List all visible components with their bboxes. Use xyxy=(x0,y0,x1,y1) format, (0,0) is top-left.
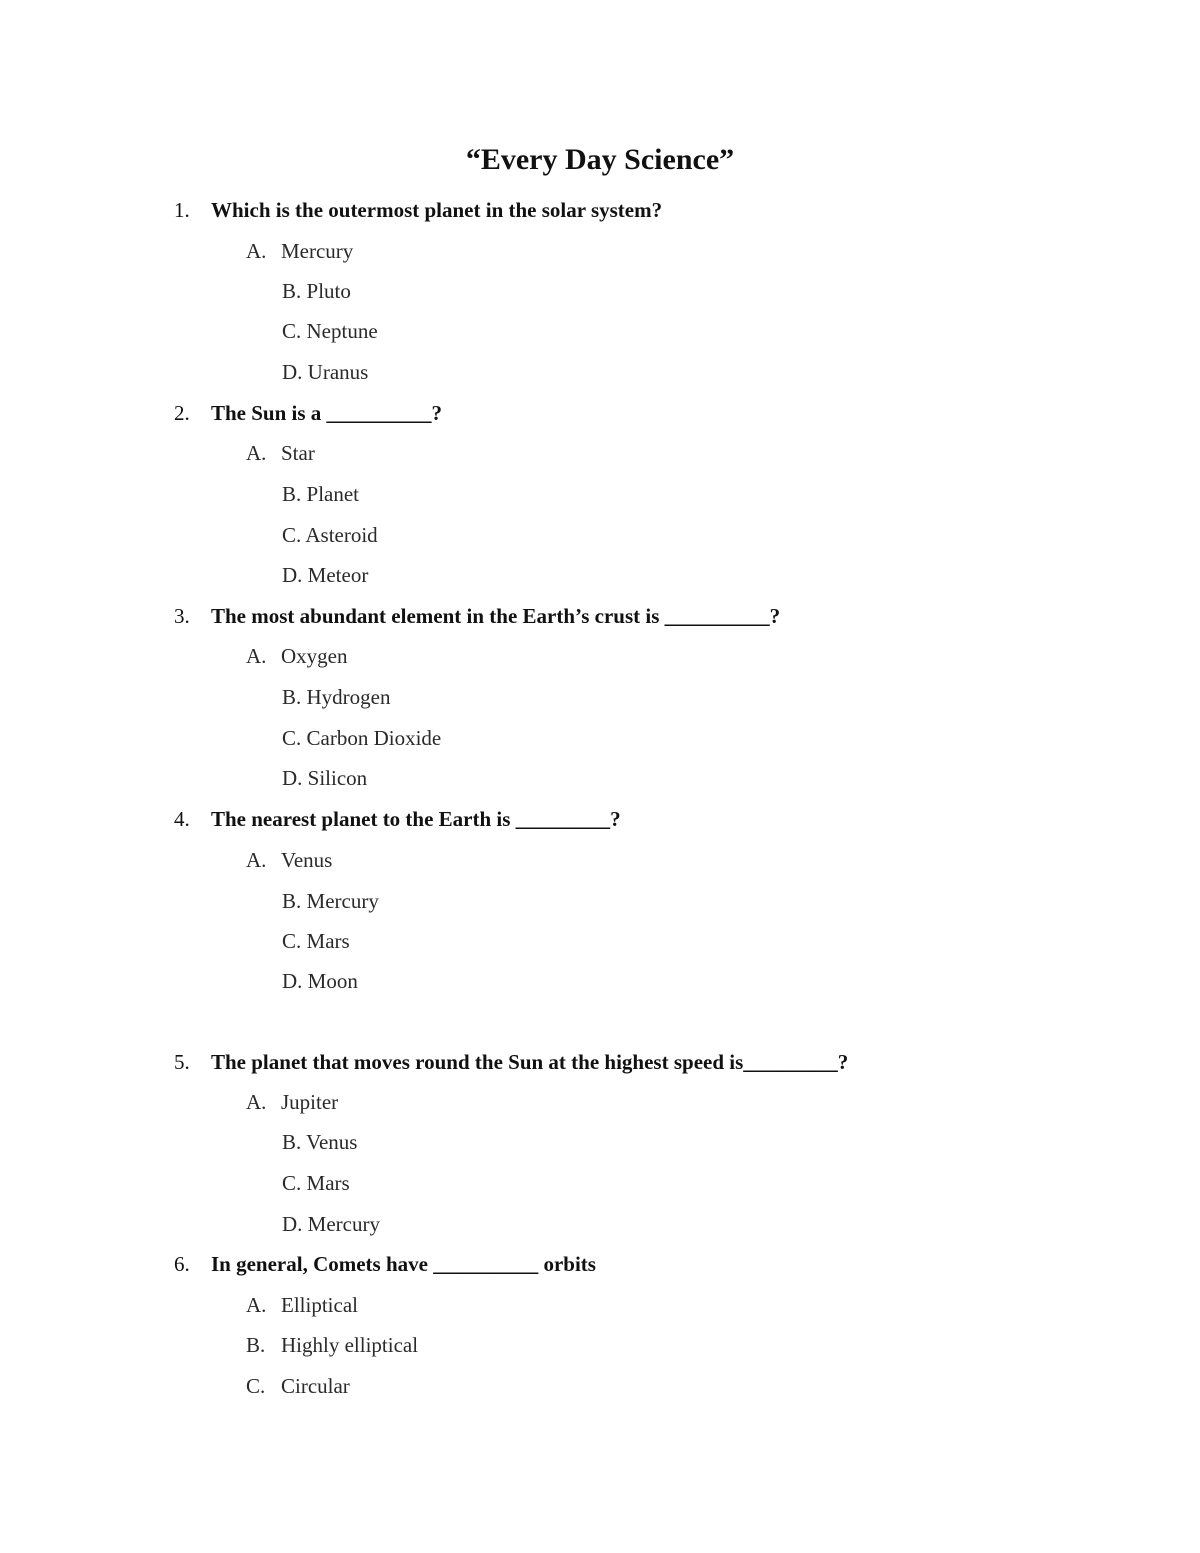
q4-option-a xyxy=(246,845,332,875)
option-letter: B. xyxy=(282,1130,302,1154)
option-letter: B. xyxy=(282,889,302,913)
question-6 xyxy=(174,1249,596,1279)
option-letter: B. xyxy=(282,482,302,506)
option-text: Meteor xyxy=(307,563,369,587)
option-text: Jupiter xyxy=(281,1090,339,1114)
option-letter: D. xyxy=(282,360,303,384)
option-letter: A. xyxy=(246,1293,267,1317)
option-text: Mars xyxy=(306,1171,350,1195)
option-letter: D. xyxy=(282,969,303,993)
q2-option-c xyxy=(282,520,378,550)
question-2 xyxy=(174,398,442,428)
q2-option-d xyxy=(282,560,368,590)
q5-option-a xyxy=(246,1087,338,1117)
q3-option-d xyxy=(282,763,367,793)
option-letter: D. xyxy=(282,563,303,587)
q5-option-c xyxy=(282,1168,350,1198)
option-text: Mars xyxy=(306,929,350,953)
option-text: Neptune xyxy=(306,319,378,343)
question-number: 2. xyxy=(174,401,190,425)
q2-option-b xyxy=(282,479,359,509)
option-letter: A. xyxy=(246,239,267,263)
option-letter: C. xyxy=(282,319,302,343)
option-letter: D. xyxy=(282,1212,303,1236)
question-5 xyxy=(174,1047,848,1077)
option-letter: B. xyxy=(246,1333,266,1357)
page-title: “Every Day Science” xyxy=(465,143,735,176)
question-text: The nearest planet to the Earth is _________? xyxy=(211,807,621,831)
question-number: 3. xyxy=(174,604,190,628)
q6-option-c xyxy=(246,1371,350,1401)
option-text: Circular xyxy=(281,1374,350,1398)
q3-option-a xyxy=(246,641,348,671)
question-text: In general, Comets have __________ orbits xyxy=(211,1252,596,1276)
option-text: Pluto xyxy=(306,279,351,303)
question-text: The most abundant element in the Earth’s crust is __________? xyxy=(211,604,781,628)
q4-option-d xyxy=(282,966,358,996)
option-text: Venus xyxy=(306,1130,358,1154)
option-text: Uranus xyxy=(307,360,369,384)
question-number: 6. xyxy=(174,1252,190,1276)
q1-option-b xyxy=(282,276,351,306)
q3-option-c xyxy=(282,723,441,753)
option-letter: C. xyxy=(246,1374,266,1398)
option-letter: A. xyxy=(246,1090,267,1114)
question-text: Which is the outermost planet in the solar system? xyxy=(211,198,663,222)
q1-option-a xyxy=(246,236,353,266)
option-text: Venus xyxy=(281,848,333,872)
q6-option-a xyxy=(246,1290,358,1320)
q1-option-d xyxy=(282,357,368,387)
option-text: Mercury xyxy=(306,889,379,913)
option-letter: A. xyxy=(246,848,267,872)
option-text: Star xyxy=(281,441,315,465)
option-letter: A. xyxy=(246,441,267,465)
option-text: Hydrogen xyxy=(306,685,391,709)
option-text: Moon xyxy=(307,969,358,993)
option-text: Asteroid xyxy=(305,523,378,547)
option-text: Oxygen xyxy=(281,644,348,668)
option-letter: C. xyxy=(282,726,302,750)
option-letter: D. xyxy=(282,766,303,790)
option-letter: A. xyxy=(246,644,267,668)
option-text: Planet xyxy=(306,482,360,506)
q4-option-c xyxy=(282,926,350,956)
q4-option-b xyxy=(282,886,379,916)
option-text: Silicon xyxy=(307,766,368,790)
option-text: Elliptical xyxy=(281,1293,358,1317)
question-3 xyxy=(174,601,780,631)
q2-option-a xyxy=(246,438,315,468)
question-text: The Sun is a __________? xyxy=(211,401,443,425)
option-letter: C. xyxy=(282,523,302,547)
option-text: Carbon Dioxide xyxy=(306,726,442,750)
q3-option-b xyxy=(282,682,391,712)
question-number: 4. xyxy=(174,807,190,831)
option-text: Mercury xyxy=(281,239,354,263)
option-text: Highly elliptical xyxy=(281,1333,419,1357)
question-text: The planet that moves round the Sun at the highest speed is_________? xyxy=(211,1050,849,1074)
question-1 xyxy=(174,195,662,225)
q6-option-b xyxy=(246,1330,418,1360)
option-letter: B. xyxy=(282,279,302,303)
option-letter: C. xyxy=(282,1171,302,1195)
q5-option-d xyxy=(282,1209,380,1239)
question-number: 5. xyxy=(174,1050,190,1074)
q5-option-b xyxy=(282,1127,357,1157)
question-4 xyxy=(174,804,621,834)
option-letter: C. xyxy=(282,929,302,953)
option-text: Mercury xyxy=(307,1212,380,1236)
q1-option-c xyxy=(282,316,378,346)
option-letter: B. xyxy=(282,685,302,709)
question-number: 1. xyxy=(174,198,190,222)
